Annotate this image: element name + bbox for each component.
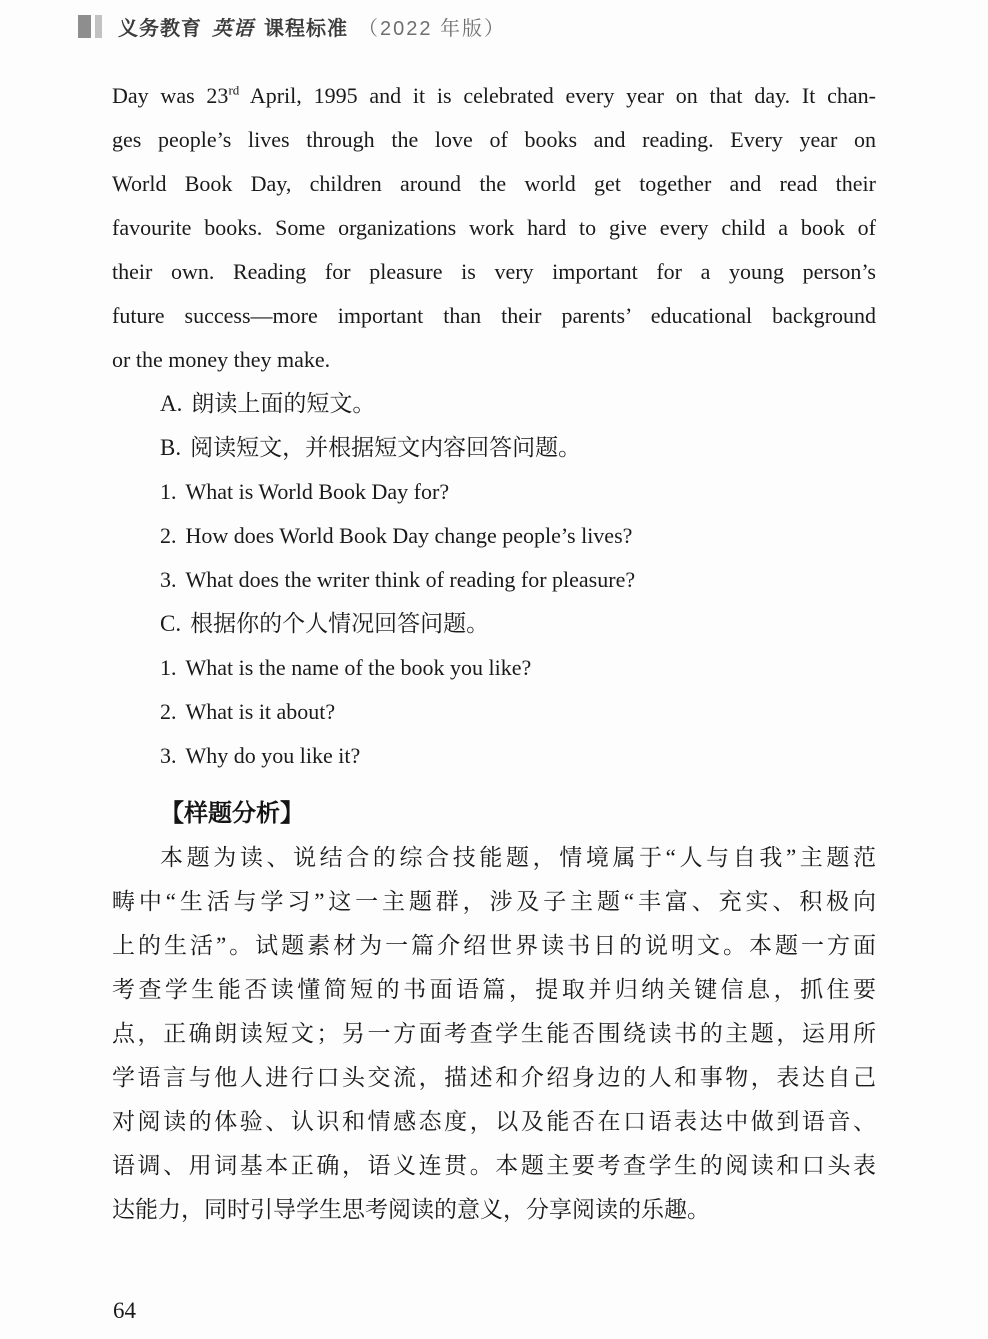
question-c3: [112, 734, 876, 778]
question-number: 3.: [160, 743, 177, 768]
question-text: What does the writer think of reading for pleasure?: [185, 567, 636, 592]
analysis-line: 对阅读的体验、认识和情感态度，以及能否在口语表达中做到语音、: [112, 1109, 876, 1134]
ordinal-superscript: rd: [228, 82, 240, 98]
passage-text: Day was 23: [112, 83, 229, 108]
analysis-line: 达能力，同时引导学生思考阅读的意义，分享阅读的乐趣。: [112, 1197, 710, 1222]
analysis-line: 上的生活”。试题素材为一篇介绍世界读书日的说明文。本题一方面: [112, 933, 876, 958]
task-list: [112, 382, 876, 778]
task-label: C.: [160, 611, 182, 636]
passage-line: ges people’s lives through the love of books and reading. Every year on: [112, 127, 876, 152]
task-label: B.: [160, 435, 182, 460]
page-number: 64: [113, 1298, 136, 1323]
task-item-a: [112, 382, 876, 426]
header-bar-light: [95, 15, 102, 38]
task-item-b: [112, 426, 876, 470]
passage-line: [112, 74, 876, 118]
question-number: 1.: [160, 479, 177, 504]
analysis-heading: 【样题分析】: [160, 800, 304, 827]
header-doc-type: 课程标准: [264, 18, 348, 40]
question-c1: [112, 646, 876, 690]
question-text: What is the name of the book you like?: [185, 655, 532, 680]
header-bars-icon: [78, 15, 102, 38]
analysis-section: [112, 792, 876, 1232]
reading-passage: [112, 74, 876, 382]
question-number: 2.: [160, 523, 177, 548]
question-text: What is World Book Day for?: [185, 479, 450, 504]
question-b3: [112, 558, 876, 602]
question-text: Why do you like it?: [185, 743, 361, 768]
task-label: A.: [160, 391, 183, 416]
question-b2: [112, 514, 876, 558]
passage-line: or the money they make.: [112, 347, 331, 372]
task-text: 根据你的个人情况回答问题。: [190, 611, 490, 636]
passage-line: favourite books. Some organizations work hard to give every child a book of: [112, 215, 876, 240]
passage-line: future success—more important than their parents’ educational background: [112, 303, 876, 328]
task-text: 朗读上面的短文。: [191, 391, 376, 416]
header-series-title: 义务教育: [118, 18, 202, 40]
analysis-line: 学语言与他人进行口头交流，描述和介绍身边的人和事物，表达自己: [112, 1065, 876, 1090]
header-edition: （2022 年版）: [358, 18, 507, 40]
question-number: 1.: [160, 655, 177, 680]
page-header: [78, 12, 506, 41]
task-text: 阅读短文，并根据短文内容回答问题。: [190, 435, 582, 460]
analysis-line: 畴中“生活与学习”这一主题群，涉及子主题“丰富、充实、积极向: [112, 889, 876, 914]
passage-line: World Book Day, children around the world get together and read their: [112, 171, 876, 196]
question-text: How does World Book Day change people’s lives?: [185, 523, 633, 548]
header-bar-dark: [78, 15, 91, 38]
question-number: 3.: [160, 567, 177, 592]
question-number: 2.: [160, 699, 177, 724]
analysis-line: 语调、用词基本正确，语义连贯。本题主要考查学生的阅读和口头表: [112, 1153, 876, 1178]
page-content: [112, 74, 876, 1232]
analysis-line: 考查学生能否读懂简短的书面语篇，提取并归纳关键信息，抓住要: [112, 977, 876, 1002]
question-b1: [112, 470, 876, 514]
analysis-line: 点，正确朗读短文；另一方面考查学生能否围绕读书的主题，运用所: [112, 1021, 876, 1046]
task-item-c: [112, 602, 876, 646]
passage-line: their own. Reading for pleasure is very important for a young person’s: [112, 259, 876, 284]
passage-text: April, 1995 and it is celebrated every year on that day. It chan-: [239, 83, 877, 108]
analysis-line: 本题为读、说结合的综合技能题，情境属于“人与自我”主题范: [160, 845, 876, 870]
question-text: What is it about?: [185, 699, 336, 724]
header-subject-title: 英语: [212, 18, 254, 40]
question-c2: [112, 690, 876, 734]
